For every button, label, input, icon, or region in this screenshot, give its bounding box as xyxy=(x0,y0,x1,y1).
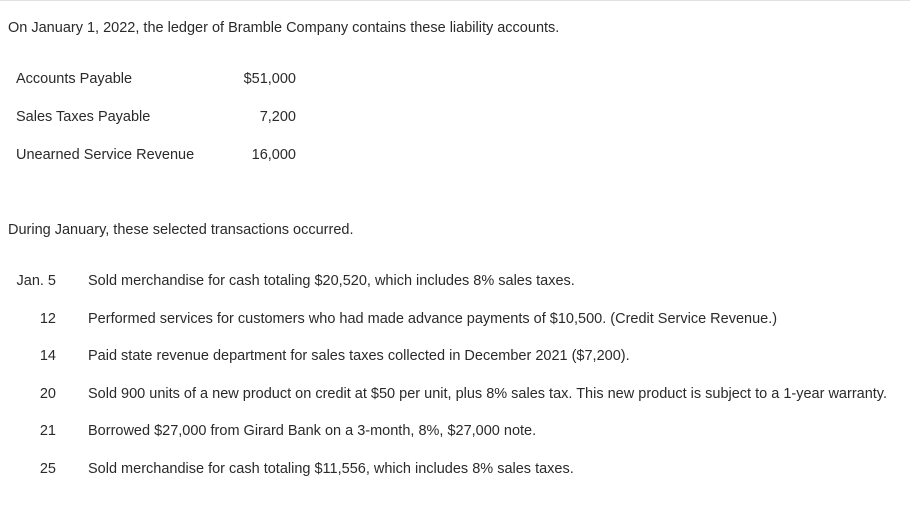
transaction-date: 21 xyxy=(39,423,56,439)
transaction-date: Jan. 5 xyxy=(16,273,56,289)
transaction-description: Borrowed $27,000 from Girard Bank on a 3-month, 8%, $27,000 note. xyxy=(88,423,537,439)
transaction-row xyxy=(8,347,903,367)
ledger-account-name: Accounts Payable xyxy=(16,71,133,87)
ledger-account-amount: $51,000 xyxy=(243,71,296,87)
transaction-description: Sold merchandise for cash totaling $11,556, which includes 8% sales taxes. xyxy=(88,460,574,477)
transactions-intro-text: During January, these selected transactions occurred. xyxy=(8,222,354,238)
transaction-description: Sold merchandise for cash totaling $20,520, which includes 8% sales taxes. xyxy=(88,273,575,289)
ledger-account-name: Unearned Service Revenue xyxy=(16,147,195,163)
transaction-row xyxy=(8,272,903,292)
transaction-description: Performed services for customers who had made advance payments of $10,500. (Credit Service Revenue.) xyxy=(88,310,778,327)
transaction-row xyxy=(8,310,903,330)
transaction-date: 25 xyxy=(39,460,56,477)
ledger-table xyxy=(16,70,306,184)
ledger-account-name: Sales Taxes Payable xyxy=(16,109,151,125)
transaction-date: 12 xyxy=(39,310,56,327)
intro-text: On January 1, 2022, the ledger of Bramble Company contains these liability accounts. xyxy=(8,20,560,36)
ledger-account-amount: 7,200 xyxy=(259,109,296,125)
ledger-row xyxy=(16,108,306,146)
ledger-account-amount: 16,000 xyxy=(251,147,296,163)
transaction-row xyxy=(8,460,903,480)
transactions-list xyxy=(8,272,903,497)
transaction-date: 14 xyxy=(39,348,56,364)
transaction-date: 20 xyxy=(39,385,56,402)
ledger-row xyxy=(16,70,306,108)
ledger-row xyxy=(16,146,306,184)
transaction-row xyxy=(8,385,903,405)
top-divider xyxy=(0,0,910,1)
transaction-row xyxy=(8,422,903,442)
transaction-description: Paid state revenue department for sales taxes collected in December 2021 ($7,200). xyxy=(88,348,630,364)
transaction-description: Sold 900 units of a new product on credit at $50 per unit, plus 8% sales tax. This new product is subject to a 1-year warranty. xyxy=(88,385,888,402)
